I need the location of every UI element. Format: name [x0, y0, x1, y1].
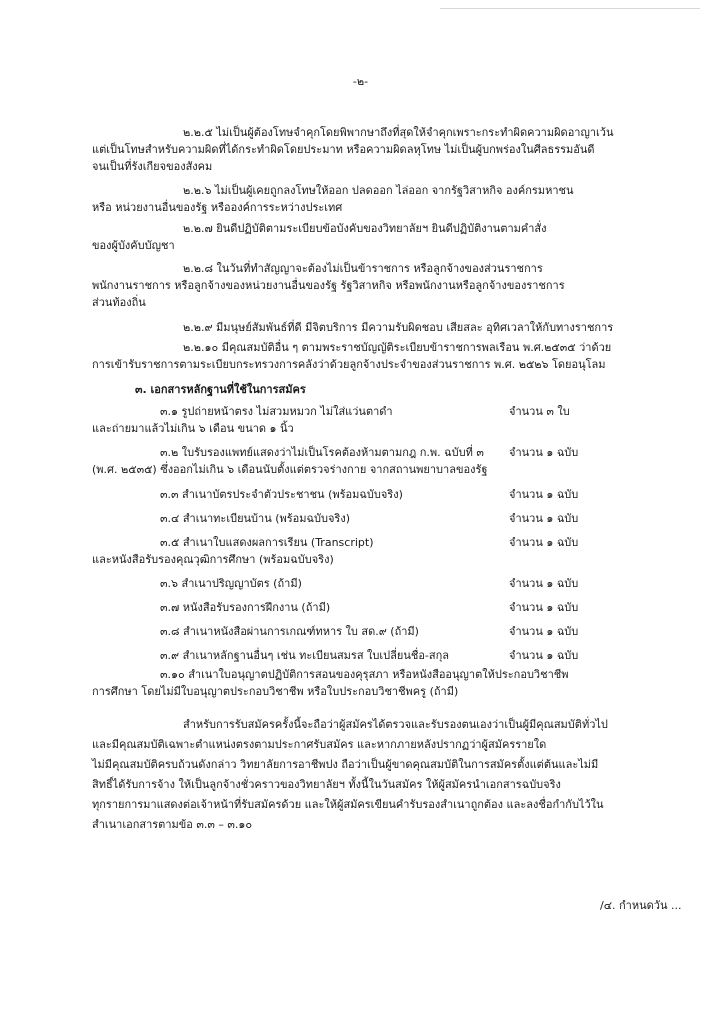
- doc-item-3-8: ๓.๘ สำเนาหนังสือผ่านการเกณฑ์ทหาร ใบ สด.๙ (ถ้ามี): [160, 625, 419, 638]
- doc-item-3-2-cont: (พ.ศ. ๒๕๓๕) ซึ่งออกไม่เกิน ๖ เดือนนับตั้งแต่ตรวจร่างกาย จากสถานพยาบาลของรัฐ: [92, 463, 488, 476]
- para-2210-line-1: ๒.๒.๑๐ มีคุณสมบัติอื่น ๆ ตามพระราชบัญญัติระเบียบข้าราชการพลเรือน พ.ศ.๒๕๓๕ ว่าด้วย: [183, 341, 612, 354]
- doc-item-3-1-cont: และถ่ายมาแล้วไม่เกิน ๖ เดือน ขนาด ๑ นิ้ว: [92, 422, 294, 435]
- doc-item-3-5-cont: และหนังสือรับรองคุณวุฒิการศึกษา (พร้อมฉบับจริง): [92, 553, 334, 566]
- para-225-line-1: ๒.๒.๕ ไม่เป็นผู้ต้องโทษจำคุกโดยพิพากษาถึงที่สุดให้จำคุกเพราะกระทำผิดความผิดอาญาเว้น: [183, 126, 614, 139]
- closing-line-3: ไม่มีคุณสมบัติครบถ้วนดังกล่าว วิทยาลัยการอาชีพปง ถือว่าเป็นผู้ขาดคุณสมบัติในการสมัครตั้งแต่ต้นและไม่มี: [92, 758, 599, 771]
- section-3-heading: ๓. เอกสารหลักฐานที่ใช้ในการสมัคร: [135, 383, 306, 396]
- doc-item-3-3-qty: จำนวน ๑ ฉบับ: [509, 488, 579, 501]
- doc-item-3-7-qty: จำนวน ๑ ฉบับ: [509, 601, 579, 614]
- para-226-line-1: ๒.๒.๖ ไม่เป็นผู้เคยถูกลงโทษให้ออก ปลดออก ไล่ออก จากรัฐวิสาหกิจ องค์กรมหาชน: [183, 184, 574, 197]
- closing-line-2: และมีคุณสมบัติเฉพาะตำแหน่งตรงตามประกาศรับสมัคร และหากภายหลังปรากฏว่าผู้สมัครรายใด: [92, 738, 547, 751]
- doc-item-3-10-cont: การศึกษา โดยไม่มีใบอนุญาตประกอบวิชาชีพ หรือใบประกอบวิชาชีพครู (ถ้ามี): [92, 685, 459, 698]
- para-228-line-1: ๒.๒.๘ ในวันที่ทำสัญญาจะต้องไม่เป็นข้าราชการ หรือลูกจ้างของส่วนราชการ: [183, 262, 543, 275]
- para-225-line-3: จนเป็นที่รังเกียจของสังคม: [92, 160, 213, 173]
- doc-item-3-7: ๓.๗ หนังสือรับรองการฝึกงาน (ถ้ามี): [160, 601, 331, 614]
- para-226-line-2: หรือ หน่วยงานอื่นของรัฐ หรือองค์การระหว่างประเทศ: [92, 201, 343, 214]
- doc-item-3-2: ๓.๒ ใบรับรองแพทย์แสดงว่าไม่เป็นโรคต้องห้ามตามกฎ ก.พ. ฉบับที่ ๓: [160, 446, 484, 459]
- closing-line-5: ทุกรายการมาแสดงต่อเจ้าหน้าที่รับสมัครด้วย และให้ผู้สมัครเขียนคำรับรองสำเนาถูกต้อง และลงชื่อกำกับไว้ใน: [92, 798, 604, 811]
- doc-item-3-5: ๓.๕ สำเนาใบแสดงผลการเรียน (Transcript): [160, 536, 374, 549]
- para-228-line-2: พนักงานราชการ หรือลูกจ้างของหน่วยงานอื่นของรัฐ รัฐวิสาหกิจ หรือพนักงานหรือลูกจ้างของราชการ: [92, 279, 565, 292]
- closing-line-1: สำหรับการรับสมัครครั้งนี้จะถือว่าผู้สมัครได้ตรวจและรับรองตนเองว่าเป็นผู้มีคุณสมบัติทั่วไป: [183, 718, 608, 731]
- para-2210-line-2: การเข้ารับราชการตามระเบียบกระทรวงการคลังว่าด้วยลูกจ้างประจำของส่วนราชการ พ.ศ. ๒๕๒๖ โดยอนุโลม: [92, 358, 606, 371]
- doc-item-3-2-qty: จำนวน ๑ ฉบับ: [509, 446, 579, 459]
- scan-edge-line: [440, 8, 700, 9]
- para-225-line-2: แต่เป็นโทษสำหรับความผิดที่ได้กระทำผิดโดยประมาท หรือความผิดลหุโทษ ไม่เป็นผู้บกพร่องในศีลธรรมอันดี: [92, 143, 595, 156]
- doc-item-3-1-qty: จำนวน ๓ ใบ: [509, 405, 570, 418]
- para-227-line-1: ๒.๒.๗ ยินดีปฏิบัติตามระเบียบข้อบังคับของวิทยาลัยฯ ยินดีปฏิบัติงานตามคำสั่ง: [183, 222, 547, 235]
- doc-item-3-9-qty: จำนวน ๑ ฉบับ: [509, 649, 579, 662]
- doc-item-3-9: ๓.๙ สำเนาหลักฐานอื่นๆ เช่น ทะเบียนสมรส ใบเปลี่ยนชื่อ-สกุล: [160, 649, 450, 662]
- closing-line-4: สิทธิ์ได้รับการจ้าง ให้เป็นลูกจ้างชั่วคราวของวิทยาลัยฯ ทั้งนี้ในวันสมัคร ให้ผู้สมัครนำเอกสารฉบับจริง: [92, 778, 561, 791]
- doc-item-3-1: ๓.๑ รูปถ่ายหน้าตรง ไม่สวมหมวก ไม่ใส่แว่นตาดำ: [160, 405, 393, 418]
- doc-item-3-10: ๓.๑๐ สำเนาใบอนุญาตปฏิบัติการสอนของคุรุสภา หรือหนังสืออนุญาตให้ประกอบวิชาชีพ: [160, 668, 569, 681]
- doc-item-3-3: ๓.๓ สำเนาบัตรประจำตัวประชาชน (พร้อมฉบับจริง): [160, 488, 403, 501]
- next-page-reference: /๔. กำหนดวัน ...: [600, 899, 682, 912]
- page-number: -๒-: [352, 75, 369, 88]
- doc-item-3-4: ๓.๔ สำเนาทะเบียนบ้าน (พร้อมฉบับจริง): [160, 512, 351, 525]
- para-229-line-1: ๒.๒.๙ มีมนุษย์สัมพันธ์ที่ดี มีจิตบริการ มีความรับผิดชอบ เสียสละ อุทิศเวลาให้กับทางราชการ: [183, 321, 614, 334]
- doc-item-3-8-qty: จำนวน ๑ ฉบับ: [509, 625, 579, 638]
- para-228-line-3: ส่วนท้องถิ่น: [92, 296, 146, 309]
- doc-item-3-6-qty: จำนวน ๑ ฉบับ: [509, 577, 579, 590]
- para-227-line-2: ของผู้บังคับบัญชา: [92, 239, 175, 252]
- doc-item-3-6: ๓.๖ สำเนาปริญญาบัตร (ถ้ามี): [160, 577, 302, 590]
- closing-line-6: สำเนาเอกสารตามข้อ ๓.๓ – ๓.๑๐: [92, 818, 253, 831]
- doc-item-3-4-qty: จำนวน ๑ ฉบับ: [509, 512, 579, 525]
- doc-item-3-5-qty: จำนวน ๑ ฉบับ: [509, 536, 579, 549]
